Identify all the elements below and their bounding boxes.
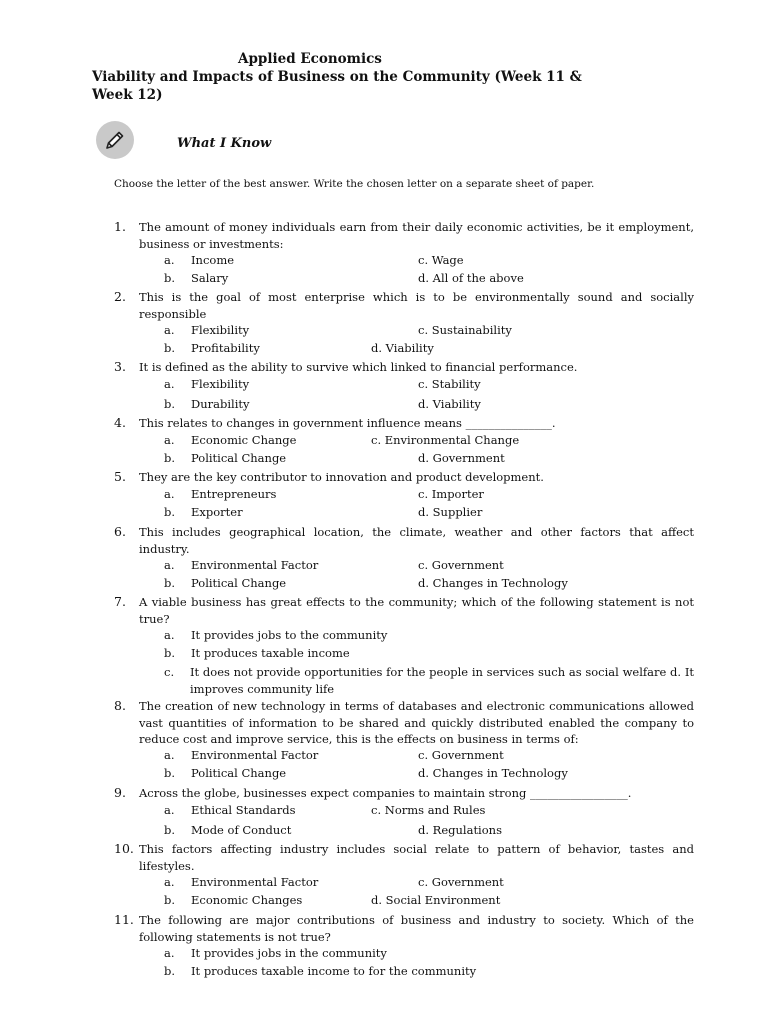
option-a	[164, 487, 276, 501]
option-d: d. Viability	[371, 341, 434, 355]
option-a	[164, 748, 318, 762]
option-text: Political Change	[191, 576, 287, 590]
option-text: Flexibility	[191, 323, 250, 337]
option-text: Profitability	[191, 341, 260, 355]
question-text: This relates to changes in government influence means _______________.	[139, 416, 556, 430]
option-text: Flexibility	[191, 377, 250, 391]
option-letter: b.	[164, 823, 176, 837]
option-a	[164, 558, 318, 572]
question-5	[114, 469, 694, 486]
option-d: d. Regulations	[418, 823, 502, 837]
option-text: Political Change	[191, 766, 287, 780]
question-text: This factors affecting industry includes social relate to pattern of behavior, tastes and lifestyles.	[139, 842, 694, 873]
option-b	[164, 271, 228, 285]
question-number: 4.	[114, 415, 126, 430]
option-letter: b.	[164, 505, 176, 519]
option-text: Income	[191, 253, 235, 267]
option-text: Mode of Conduct	[191, 823, 292, 837]
option-a	[164, 803, 295, 817]
option-letter: a.	[164, 946, 175, 960]
option-a	[164, 253, 234, 267]
option-text: Environmental Factor	[191, 748, 319, 762]
option-text: Economic Changes	[191, 893, 303, 907]
question-number: 10.	[114, 841, 134, 856]
option-c: c. Wage	[418, 253, 464, 267]
option-letter: b.	[164, 271, 176, 285]
option-d: d. Changes in Technology	[418, 576, 568, 590]
option-b	[164, 893, 302, 907]
option-letter: a.	[164, 487, 175, 501]
option-letter: a.	[164, 433, 175, 447]
option-text: It produces taxable income to for the community	[191, 964, 477, 978]
question-text: They are the key contributor to innovation and product development.	[139, 470, 544, 484]
option-text: It does not provide opportunities for the people in services such as social welfare d. It improves community life	[190, 665, 694, 696]
option-text: Environmental Factor	[191, 875, 319, 889]
option-text: Exporter	[191, 505, 243, 519]
option-letter: a.	[164, 803, 175, 817]
option-a	[164, 377, 249, 391]
option-text: Salary	[191, 271, 229, 285]
instructions: Choose the letter of the best answer. Write the chosen letter on a separate sheet of paper.	[114, 178, 595, 190]
option-text: Environmental Factor	[191, 558, 319, 572]
question-11	[114, 912, 694, 945]
option-c: c. Government	[418, 748, 504, 762]
option-c: c. Government	[418, 875, 504, 889]
question-text: The creation of new technology in terms of databases and electronic communications allowed vast quantities of information to be shared and quickly distributed enabled the company to reduce cost and improve service, this is the effects on business in terms of:	[139, 699, 694, 746]
option-b	[164, 341, 260, 355]
option-c: c. Government	[418, 558, 504, 572]
question-3	[114, 359, 694, 376]
question-text: The following are major contributions of business and industry to society. Which of the following statements is not true?	[139, 913, 694, 944]
document-subtitle: Viability and Impacts of Business on the Community (Week 11 & Week 12)	[92, 69, 582, 103]
option-b	[164, 576, 286, 590]
question-8	[114, 698, 694, 748]
question-10	[114, 841, 694, 874]
option-text: It provides jobs to the community	[191, 628, 388, 642]
option-a	[164, 323, 249, 337]
option-a	[164, 628, 387, 642]
option-a	[164, 433, 296, 447]
question-6	[114, 524, 694, 557]
option-letter: b.	[164, 893, 176, 907]
option-letter: c.	[164, 665, 175, 679]
option-b	[164, 766, 286, 780]
question-9	[114, 785, 694, 802]
question-number: 11.	[114, 912, 134, 927]
option-letter: b.	[164, 397, 176, 411]
option-d: d. Social Environment	[371, 893, 501, 907]
option-b	[164, 964, 476, 978]
option-d: d. Supplier	[418, 505, 483, 519]
option-d: d. Government	[418, 451, 505, 465]
pencil-icon	[96, 121, 134, 159]
option-letter: a.	[164, 628, 175, 642]
question-number: 5.	[114, 469, 126, 484]
document-title: Applied Economics	[238, 51, 382, 67]
question-number: 3.	[114, 359, 126, 374]
option-letter: b.	[164, 646, 176, 660]
option-d: d. All of the above	[418, 271, 524, 285]
option-letter: a.	[164, 558, 175, 572]
question-text: This includes geographical location, the climate, weather and other factors that affect industry.	[139, 525, 694, 556]
option-letter: a.	[164, 253, 175, 267]
option-text: Entrepreneurs	[191, 487, 277, 501]
option-letter: b.	[164, 576, 176, 590]
question-1	[114, 219, 694, 252]
question-text: This is the goal of most enterprise which is to be environmentally sound and socially responsible	[139, 290, 694, 321]
option-d: d. Changes in Technology	[418, 766, 568, 780]
option-text: Political Change	[191, 451, 287, 465]
option-d: d. Viability	[418, 397, 481, 411]
question-4	[114, 415, 694, 432]
option-letter: a.	[164, 377, 175, 391]
question-text: It is defined as the ability to survive which linked to financial performance.	[139, 360, 578, 374]
option-text: Durability	[191, 397, 250, 411]
option-text: It provides jobs in the community	[191, 946, 387, 960]
option-letter: b.	[164, 451, 176, 465]
question-text: The amount of money individuals earn from their daily economic activities, be it employment, business or investments:	[139, 220, 694, 251]
option-c: c. Norms and Rules	[371, 803, 486, 817]
option-a	[164, 875, 318, 889]
option-b	[164, 451, 286, 465]
option-a	[164, 946, 387, 960]
option-text: It produces taxable income	[191, 646, 350, 660]
question-number: 2.	[114, 289, 126, 304]
option-b	[164, 505, 243, 519]
option-c	[164, 664, 694, 697]
option-c: c. Environmental Change	[371, 433, 520, 447]
question-7	[114, 594, 694, 627]
option-text: Economic Change	[191, 433, 297, 447]
option-letter: a.	[164, 323, 175, 337]
option-letter: b.	[164, 766, 176, 780]
option-c: c. Importer	[418, 487, 484, 501]
option-letter: b.	[164, 964, 176, 978]
option-text: Ethical Standards	[191, 803, 296, 817]
option-c: c. Sustainability	[418, 323, 512, 337]
question-number: 9.	[114, 785, 126, 800]
question-number: 6.	[114, 524, 126, 539]
option-letter: a.	[164, 875, 175, 889]
question-text: A viable business has great effects to the community; which of the following statement is not true?	[139, 595, 694, 626]
option-c: c. Stability	[418, 377, 481, 391]
section-heading: What I Know	[177, 136, 272, 151]
question-text: Across the globe, businesses expect companies to maintain strong _________________.	[139, 786, 632, 800]
option-letter: a.	[164, 748, 175, 762]
question-2	[114, 289, 694, 322]
option-b	[164, 397, 250, 411]
option-letter: b.	[164, 341, 176, 355]
option-b	[164, 646, 350, 660]
question-number: 7.	[114, 594, 126, 609]
question-number: 8.	[114, 698, 126, 713]
option-b	[164, 823, 291, 837]
question-number: 1.	[114, 219, 126, 234]
